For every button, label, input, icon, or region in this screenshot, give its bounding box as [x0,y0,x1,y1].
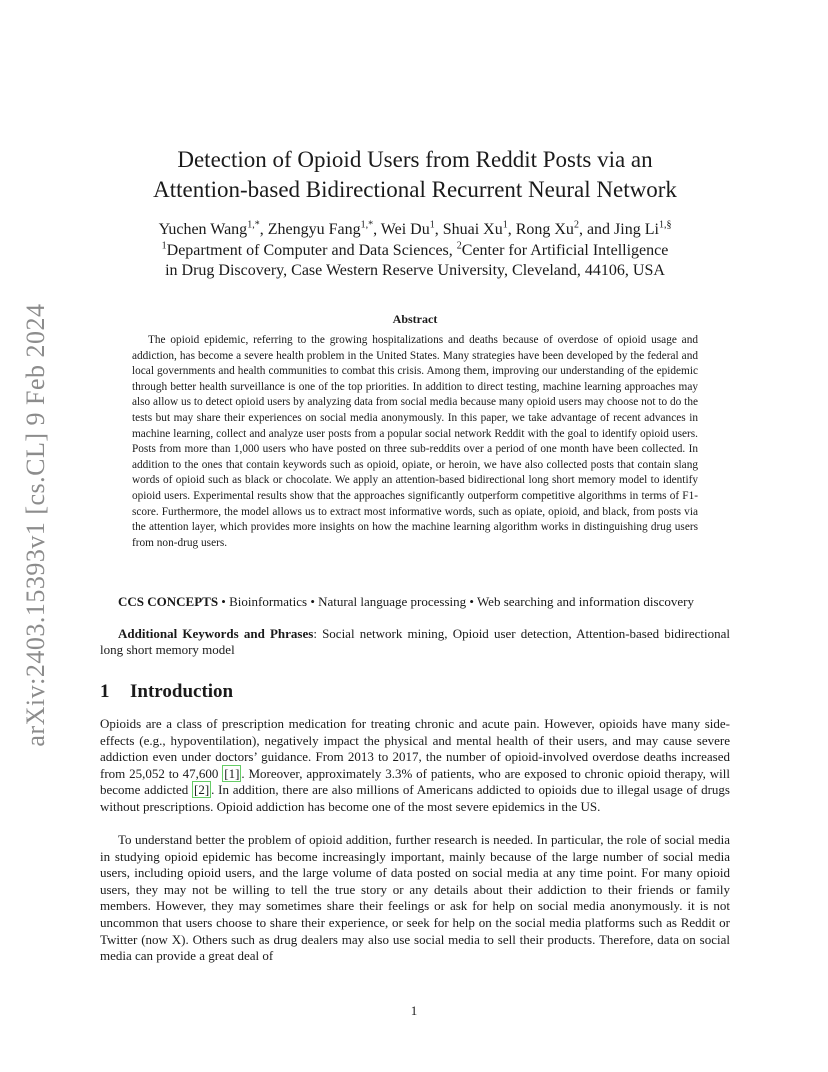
citation-link[interactable]: [1] [224,765,240,781]
author-name: Shuai Xu [442,221,503,238]
author-separator: , [259,221,268,238]
author-mark: 1 [502,219,508,231]
author-mark: 1,* [247,219,260,231]
citation-link[interactable]: [2] [193,782,210,798]
author-name: Yuchen Wang [158,221,248,238]
affiliation-line-2: in Drug Discovery, Case Western Reserve University, Cleveland, 44106, USA [165,262,665,279]
title-line-2: Attention-based Bidirectional Recurrent Neural Network [153,177,677,202]
page-number: 1 [410,1003,418,1018]
author-name: Wei Du [380,221,430,238]
paper-title [100,145,730,205]
abstract-heading: Abstract [392,312,438,326]
ccs-label: CCS CONCEPTS [118,594,219,609]
author-separator: , [507,221,516,238]
affiliation-mark: 2 [456,240,462,252]
section-heading [100,681,233,703]
abstract-text: The opioid epidemic, referring to the growing hospitalizations and deaths because of overdose of opioid usage and addiction, has become a severe health problem in the United States. Many strategies have been developed by the federal and local governments and health communities to combat this crisis. Among them, improving our understanding of the epidemic through better health surveillance is one of the top priorities. In addition to direct testing, machine learning approaches may also allow us to detect opioid users by analyzing data from social media because many opioid users may choose not to do the tests but may share their experiences on social media anonymously. In this paper, we take advantage of recent advances in machine learning, collect and analyze user posts from a popular social network Reddit with the goal to identify opioid users. Posts from more than 1,000 users who have posted on three sub-reddits over a period of one month have been collected. In addition to the ones that contain keywords such as opioid, opiate, or heroin, we have also collected posts that contain slang words of opioid such as black or chocolate. We apply an attention-based bidirectional long short memory model to identify opioid users. Experimental results show that the approaches significantly outperform competitive algorithms in terms of F1-score. Furthermore, the model allows us to extract most informative words, such as opiate, opioid, and black, from posts via the attention layer, which provides more insights on how the machine learning algorithm works in distinguishing drug users from non-drug users. [132,334,698,549]
arxiv-id-text: arXiv:2403.15393v1 [cs.CL] 9 Feb 2024 [21,303,50,747]
keywords-text: : Social network mining, Opioid user detection, Attention-based bidirectional long short memory model [100,626,730,657]
ccs-concepts [100,594,730,610]
intro-paragraph-1 [100,716,730,816]
author-separator: , [373,221,381,238]
author-mark: 1 [429,219,435,231]
author-separator: , [434,221,443,238]
author-name: Zhengyu Fang [267,221,361,238]
keywords [100,626,730,658]
author-name: Rong Xu [515,221,574,238]
author-mark: 1,§ [658,219,672,231]
paragraph-text: . In addition, there are also millions of Americans addicted to opioids due to illegal usage of drugs without prescriptions. Opioid addiction has become one of the most severe epidemics in the US. [100,782,730,814]
affiliation-text: Center for Artificial Intelligence [461,241,669,259]
affiliation-text: Department of Computer and Data Sciences, [166,241,457,259]
author-separator: , and [578,221,615,238]
title-line-1: Detection of Opioid Users from Reddit Posts via an [177,147,653,172]
author-mark: 1,* [360,219,374,231]
author-name: Jing Li [614,221,659,238]
section-number: 1 [100,681,110,702]
affiliation-mark: 1 [161,240,167,252]
ccs-text: • Bioinformatics • Natural language processing • Web searching and information discovery [218,594,694,609]
affiliation-line-1 [100,241,730,262]
section-title: Introduction [130,681,234,702]
author-names [100,220,730,241]
author-mark: 2 [573,219,579,231]
author-block [100,220,730,282]
paragraph-text: Opioids are a class of prescription medication for treating chronic and acute pain. However, opioids have many side-effects (e.g., hypoventilation), negatively impact the physical and mental health of their users, and may cause severe addiction even under doctors’ guidance. From 2013 to 2017, the number of opioid-involved overdose deaths increased from 25,052 to 47,600 [100,716,730,781]
paragraph-text: . Moreover, approximately 3.3% of patients, who are exposed to chronic opioid therapy, will become addicted [100,765,730,798]
arxiv-side-stamp [16,295,56,755]
keywords-label: Additional Keywords and Phrases [118,626,314,641]
intro-paragraph-2: To understand better the problem of opioid addition, further research is needed. In particular, the role of social media in studying opioid epidemic has become increasingly important, mainly because of the large number of social media users, including opioid users, and the large volume of data posted on social media at any time point. For many opioid users, they may not be willing to tell the true story or any details about their addiction to their friends or family members. However, they may sometimes share their feelings or ask for help on social media anonymously. it is not uncommon that users choose to share their experience, or seek for help on the social media platforms such as Reddit or Twitter (now X). Others such as drug dealers may also use social media to sell their products. Therefore, data on social media can provide a great deal of [100,832,730,964]
